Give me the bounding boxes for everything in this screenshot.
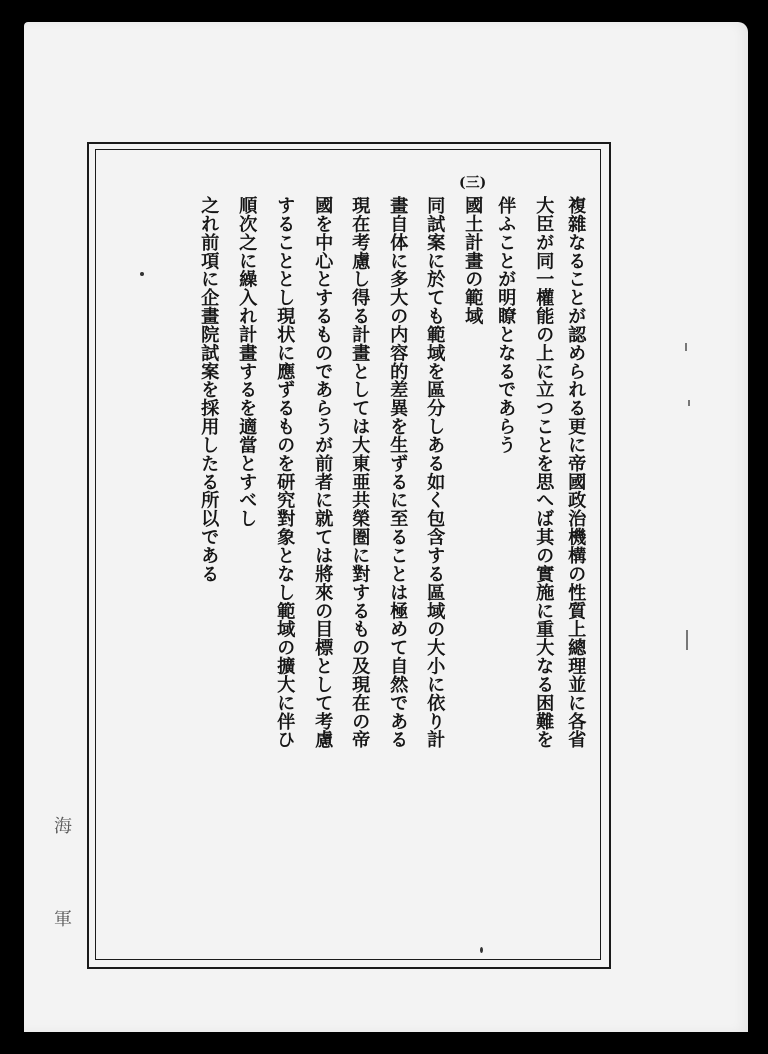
edge-mark (685, 343, 687, 351)
text-column-5: 同試案に於ても範域を區分しある如く包含する區域の大小に依り計 (424, 196, 446, 749)
ink-speck (140, 272, 144, 276)
edge-mark (688, 400, 690, 406)
text-column-8: 國を中心とするものであらうが前者に就ては將來の目標として考慮 (312, 196, 334, 749)
text-column-10: 順次之に繰入れ計畫するを適當とすべし (236, 196, 258, 528)
ink-speck (480, 947, 483, 953)
text-column-7: 現在考慮し得る計畫としては大東亜共榮圏に對するもの及現在の帝 (349, 196, 371, 749)
text-column-3: 伴ふことが明瞭となるであらう (495, 196, 517, 454)
edge-mark (686, 630, 688, 650)
margin-mark-1: 海 (54, 816, 72, 837)
text-column-1: 複雜なることが認められる更に帝國政治機構の性質上總理並に各省 (565, 196, 587, 749)
page-border-inner (95, 149, 601, 960)
text-column-6: 畫自体に多大の内容的差異を生ずるに至ることは極めて自然である (387, 196, 409, 749)
section-number: (三) (459, 175, 487, 191)
text-column-2: 大臣が同一權能の上に立つことを思へば其の實施に重大なる困難を (533, 196, 555, 749)
section-title: 國土計畫の範域 (462, 196, 484, 325)
text-column-11: 之れ前項に企畫院試案を採用したる所以である (198, 196, 220, 583)
margin-mark-2: 軍 (54, 909, 72, 930)
text-column-9: することとし現状に應ずるものを研究對象となし範域の擴大に伴ひ (274, 196, 296, 749)
